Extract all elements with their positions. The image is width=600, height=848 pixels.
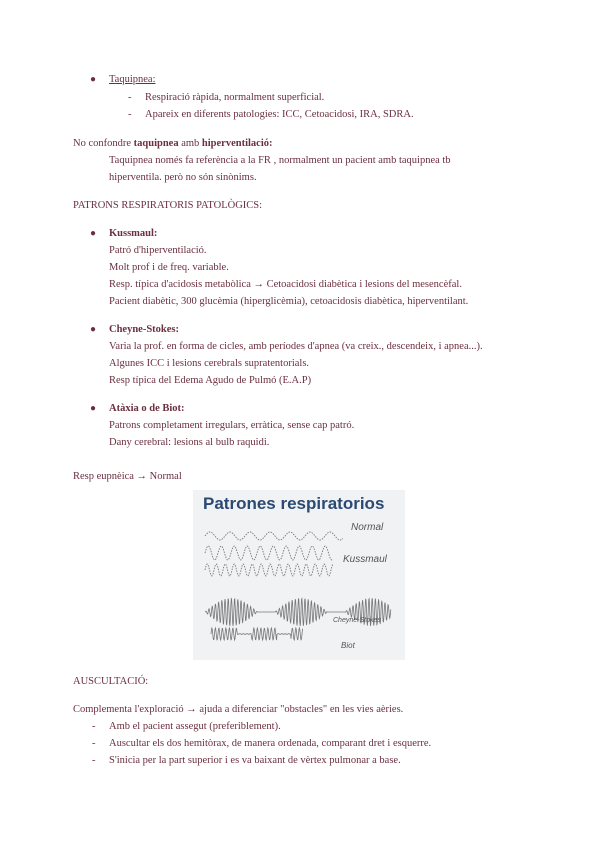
taquipnea-item-2: Apareix en diferents patologies: ICC, Cetoacidosi, IRA, SDRA. — [145, 109, 414, 120]
taquipnea-item-1: Respiració ràpida, normalment superficial. — [145, 92, 325, 103]
cheyne-line-2: Algunes ICC i lesions cerebrals supratentorials. — [109, 358, 310, 369]
label-biot: Biot — [341, 641, 355, 650]
label-kussmaul: Kussmaul — [343, 554, 387, 565]
cheyne-title: Cheyne-Stokes: — [109, 324, 179, 335]
label-normal: Normal — [351, 522, 384, 533]
term-hiperventilacio: hiperventilació: — [201, 138, 273, 149]
bullet-dot: ● — [90, 74, 97, 85]
figure-title: Patrones respiratorios — [203, 494, 385, 513]
kussmaul-waveform-2 — [205, 564, 333, 576]
kussmaul-line-1: Patró d'hiperventilació. — [109, 245, 207, 256]
eupneica-line: Resp eupnèica → Normal — [73, 471, 182, 482]
auscultacio-heading: AUSCULTACIÓ: — [73, 676, 149, 687]
bullet-dot: ● — [90, 403, 97, 414]
normal-waveform — [205, 532, 343, 540]
label-cheyne-stokes: Cheyne-Stokes — [333, 617, 381, 624]
no-confondre-heading — [73, 137, 273, 151]
no-confondre-line-2: hiperventila. però no són sinònims. — [109, 172, 257, 183]
cheyne-line-3: Resp típica del Edema Agudo de Pulmó (E.A.P) — [109, 375, 312, 386]
auscultacio-item-3: S'inicia per la part superior i es va baixant de vèrtex pulmonar a base. — [109, 755, 401, 766]
no-confondre-mid: amb — [178, 138, 202, 149]
term-taquipnea: taquipnea — [133, 138, 179, 149]
dash-marker: - — [128, 92, 132, 103]
taquipnea-title: Taquipnea: — [109, 74, 156, 85]
waveforms-svg — [193, 490, 405, 660]
dash-marker: - — [92, 738, 96, 749]
kussmaul-waveform-1 — [205, 546, 333, 560]
no-confondre-line-1: Taquipnea només fa referència a la FR , normalment un pacient amb taquipnea tb — [109, 155, 451, 166]
kussmaul-line-3: Resp. típica d'acidosis metabòlica → Cetoacidosi diabètica i lesions del mesencèfal. — [109, 279, 462, 290]
auscultacio-item-1: Amb el pacient assegut (preferiblement). — [109, 721, 281, 732]
biot-waveform — [211, 628, 303, 640]
dash-marker: - — [128, 109, 132, 120]
kussmaul-title: Kussmaul: — [109, 228, 158, 239]
dash-marker: - — [92, 755, 96, 766]
auscultacio-intro: Complementa l'exploració → ajuda a diferenciar "obstacles" en les vies aèries. — [73, 704, 404, 715]
cheyne-line-1: Varia la prof. en forma de cicles, amb períodes d'apnea (va creix., descendeix, i apnea...). — [109, 341, 483, 352]
bullet-dot: ● — [90, 324, 97, 335]
kussmaul-line-4: Pacient diabètic, 300 glucèmia (hiperglicèmia), cetoacidosis diabètica, hiperventilant. — [109, 296, 469, 307]
patrons-heading: PATRONS RESPIRATORIS PATOLÒGICS: — [73, 200, 263, 211]
biot-line-2: Dany cerebral: lesions al bulb raquidi. — [109, 437, 270, 448]
biot-title: Atàxia o de Biot: — [109, 403, 185, 414]
no-confondre-pre: No confondre — [73, 138, 134, 149]
auscultacio-item-2: Auscultar els dos hemitòrax, de manera ordenada, comparant dret i esquerre. — [109, 738, 432, 749]
dash-marker: - — [92, 721, 96, 732]
biot-line-1: Patrons completament irregulars, erràtica, sense cap patró. — [109, 420, 355, 431]
kussmaul-line-2: Molt prof i de freq. variable. — [109, 262, 229, 273]
breathing-patterns-figure — [193, 490, 405, 660]
bullet-dot: ● — [90, 228, 97, 239]
